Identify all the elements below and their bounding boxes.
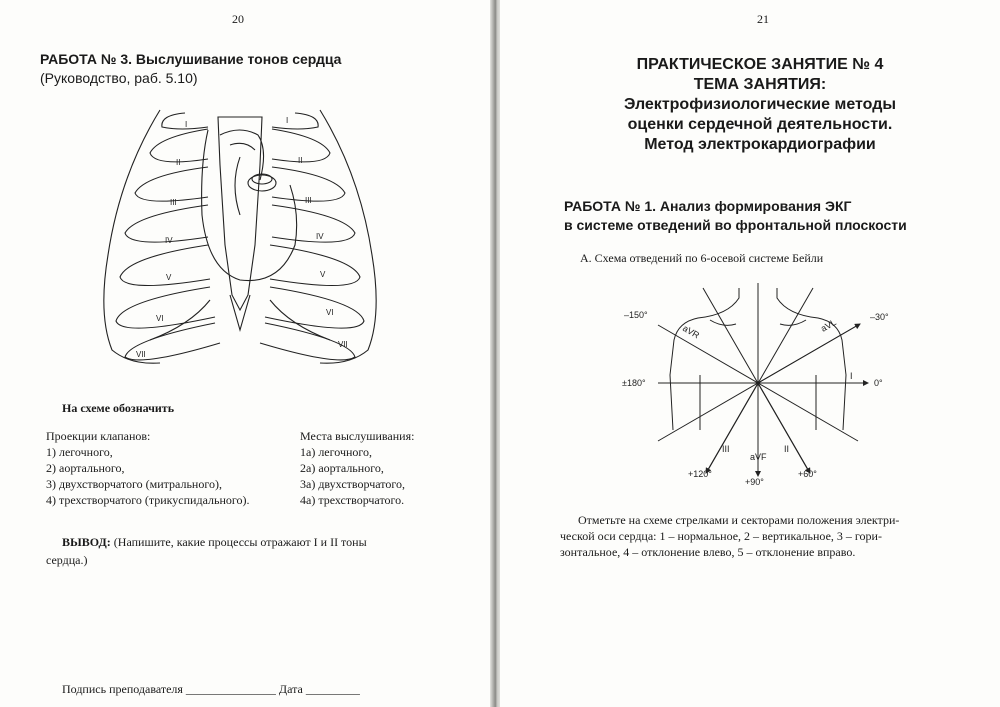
label-aVR: aVR — [681, 323, 702, 341]
places-item: 1а) легочного, — [300, 445, 373, 459]
rib-label-left-1: I — [185, 120, 188, 129]
label-lead-II: II — [784, 444, 790, 454]
label-lead-I: I — [850, 371, 853, 381]
instruction-line: ческой оси сердца: 1 – нормальное, 2 – вертикальное, 3 – гори- — [560, 529, 882, 543]
right-page — [500, 0, 1000, 707]
schema-heading: На схеме обозначить — [62, 401, 175, 415]
signature-line: Подпись преподавателя _______________ Дата _________ — [62, 682, 360, 696]
valves-item: 4) трехстворчатого (трикуспидального). — [46, 493, 250, 507]
label-pm180: ±180° — [622, 378, 646, 388]
valves-title: Проекции клапанов: — [46, 429, 151, 443]
rib-label-right-2: II — [298, 156, 303, 165]
valves-item: 1) легочного, — [46, 445, 113, 459]
work-1-title-line1: РАБОТА № 1. Анализ формирования ЭКГ — [564, 198, 852, 214]
label-lead-III: III — [722, 444, 730, 454]
instruction-line: зонтальное, 4 – отклонение влево, 5 – отклонение вправо. — [560, 545, 856, 559]
rib-label-right-1: I — [286, 116, 289, 125]
header-line: Электрофизиологические методы — [623, 96, 897, 113]
work-3-reference: (Руководство, раб. 5.10) — [40, 70, 198, 86]
header-line: ТЕМА ЗАНЯТИЯ: — [693, 76, 827, 93]
conclusion-text-2: сердца.) — [46, 553, 88, 567]
conclusion — [62, 534, 442, 550]
hexaxial-lead-diagram — [618, 280, 908, 490]
page-number-left: 20 — [232, 12, 244, 26]
rib-label-left-3: III — [170, 198, 177, 207]
rib-label-right-7: VII — [338, 340, 348, 349]
scheme-caption: А. Схема отведений по 6-осевой системе Бейли — [580, 251, 824, 265]
rib-label-right-3: III — [305, 196, 312, 205]
rib-label-left-4: IV — [165, 236, 173, 245]
instruction-line: Отметьте на схеме стрелками и секторами положения электри- — [578, 513, 900, 527]
places-item: 3а) двухстворчатого, — [300, 477, 405, 491]
rib-label-right-4: IV — [316, 232, 324, 241]
header-line: оценки сердечной деятельности. — [627, 116, 893, 133]
header-line: Метод электрокардиографии — [644, 136, 876, 153]
thorax-heart-diagram — [90, 95, 390, 380]
rib-label-left-2: II — [176, 158, 181, 167]
label-zero: 0° — [874, 378, 883, 388]
rib-label-right-6: VI — [326, 308, 334, 317]
rib-label-left-7: VII — [136, 350, 146, 359]
label-plus120: +120° — [688, 469, 712, 479]
places-title: Места выслушивания: — [300, 429, 415, 443]
label-minus30: –30° — [870, 312, 889, 322]
conclusion-text: (Напишите, какие процессы отражают I и II тоны — [113, 535, 367, 549]
label-minus150: –150° — [624, 310, 648, 320]
conclusion-label: ВЫВОД: — [62, 535, 111, 549]
label-aVF: aVF — [750, 452, 767, 462]
valves-item: 3) двухстворчатого (митрального), — [46, 477, 222, 491]
places-item: 2а) аортального, — [300, 461, 384, 475]
work-3-title: РАБОТА № 3. Выслушивание тонов сердца — [40, 51, 342, 67]
places-item: 4а) трехстворчатого. — [300, 493, 405, 507]
rib-label-left-5: V — [166, 273, 172, 282]
rib-label-left-6: VI — [156, 314, 164, 323]
valves-item: 2) аортального, — [46, 461, 125, 475]
rib-label-right-5: V — [320, 270, 326, 279]
label-plus90: +90° — [745, 477, 764, 487]
label-plus60: +60° — [798, 469, 817, 479]
header-line: ПРАКТИЧЕСКОЕ ЗАНЯТИЕ № 4 — [636, 56, 884, 73]
places-list — [300, 428, 414, 508]
instruction-text — [560, 512, 960, 560]
lesson-header — [540, 55, 980, 155]
valves-list — [46, 428, 250, 508]
left-page — [0, 0, 492, 707]
work-1-title-line2: в системе отведений во фронтальной плоскости — [564, 217, 907, 233]
label-aVL: aVL — [819, 317, 838, 334]
page-number-right: 21 — [757, 12, 769, 26]
